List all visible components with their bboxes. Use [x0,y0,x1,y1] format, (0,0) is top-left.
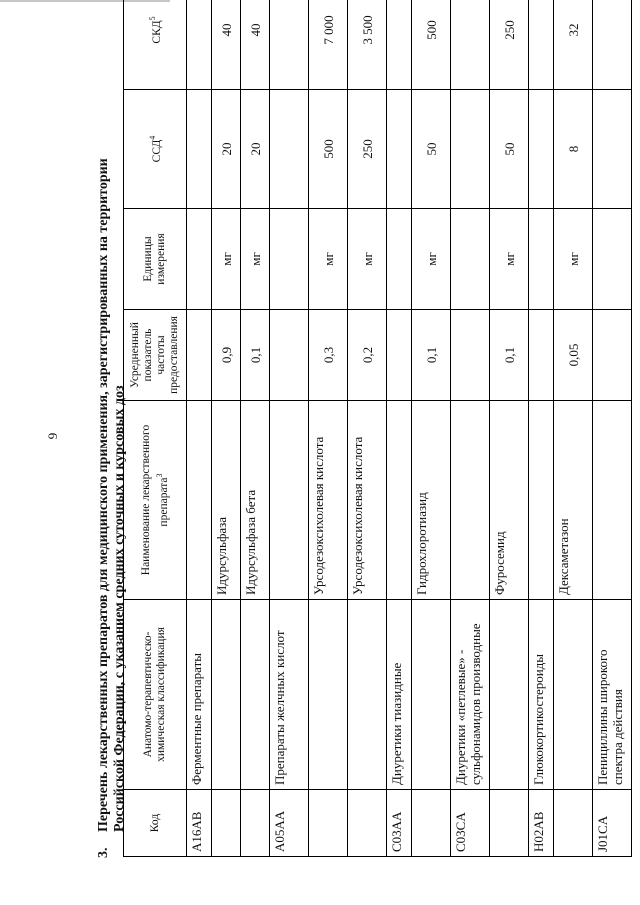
cell-skd: 3 500 [348,0,387,90]
cell-skd [387,0,412,90]
cell-ssd [270,90,309,209]
cell-classification [212,600,241,790]
cell-skd [270,0,309,90]
cell-code: C03AA [387,790,412,857]
table-row [187,0,212,857]
cell-code: H02AB [529,790,554,857]
cell-skd: 32 [554,0,593,90]
cell-code [348,790,387,857]
cell-code [309,790,348,857]
cell-code: C03CA [451,790,490,857]
cell-name: Дексаметазон [554,401,593,600]
cell-skd: 7 000 [309,0,348,90]
cell-code [554,790,593,857]
cell-freq: 0,9 [212,310,241,401]
cell-code [412,790,451,857]
cell-freq [187,310,212,401]
cell-unit: мг [309,209,348,310]
table-header-row [124,0,187,857]
cell-unit: мг [490,209,529,310]
cell-unit: мг [348,209,387,310]
header-skd: СКД$^5$ [124,0,187,90]
cell-classification [241,600,270,790]
cell-name: Урсодезоксихолевая кислота [348,401,387,600]
table-row [412,0,451,857]
cell-classification: Препараты желчных кислот [270,600,309,790]
heading-text-1: Перечень лекарственных препаратов для медицинского применения, зарегистрированных на территории [96,158,111,832]
cell-freq [593,310,632,401]
footnote-5: 5 [148,16,158,21]
cell-skd [451,0,490,90]
cell-classification [490,600,529,790]
cell-name: Урсодезоксихолевая кислота [309,401,348,600]
table-row [529,0,554,857]
cell-skd [593,0,632,90]
cell-name: Идурсульфаза [212,401,241,600]
table-row [348,0,387,857]
cell-classification [554,600,593,790]
heading-number: 3. [96,847,111,858]
cell-ssd [593,90,632,209]
cell-unit [593,209,632,310]
cell-freq: 0,3 [309,310,348,401]
cell-ssd: 20 [212,90,241,209]
table-row [309,0,348,857]
table-row [451,0,490,857]
cell-code [212,790,241,857]
header-unit: Единицы измерения [124,209,187,310]
cell-freq: 0,05 [554,310,593,401]
cell-freq: 0,2 [348,310,387,401]
cell-code [490,790,529,857]
cell-name [593,401,632,600]
cell-classification: Пенициллины широкого спектра действия [593,600,632,790]
footnote-4: 4 [148,135,158,140]
cell-ssd: 250 [348,90,387,209]
table-row [554,0,593,857]
cell-name [451,401,490,600]
cell-ssd: 500 [309,90,348,209]
cell-freq: 0,1 [412,310,451,401]
cell-ssd: 8 [554,90,593,209]
cell-name: Гидрохлоротиазид [412,401,451,600]
cell-unit [270,209,309,310]
cell-freq [270,310,309,401]
cell-freq [529,310,554,401]
header-drug-name: Наименование лекарственного препарата$^3$ [124,401,187,600]
cell-name: Фуросемид [490,401,529,600]
cell-code [241,790,270,857]
cell-ssd: 50 [490,90,529,209]
cell-ssd: 20 [241,90,270,209]
cell-classification: Диуретики тиазидные [387,600,412,790]
cell-unit [529,209,554,310]
cell-freq: 0,1 [241,310,270,401]
cell-freq [451,310,490,401]
cell-unit: мг [241,209,270,310]
cell-skd: 40 [212,0,241,90]
cell-unit: мг [554,209,593,310]
cell-unit [451,209,490,310]
cell-name [387,401,412,600]
header-code: Код [124,790,187,857]
page-number: 9 [45,432,60,440]
cell-classification: Глюкокортикостероиды [529,600,554,790]
cell-classification: Диуретики «петлевые» - сульфонамидов производные [451,600,490,790]
footnote-3: 3 [154,473,164,478]
cell-classification [348,600,387,790]
cell-classification [412,600,451,790]
heading-line-2: Российской Федерации, с указанием средних суточных и курсовых доз [112,385,127,832]
cell-name: Идурсульфаза бета [241,401,270,600]
cell-name [187,401,212,600]
cell-name [529,401,554,600]
cell-freq [387,310,412,401]
drug-table [123,0,632,857]
heading-line-1 [96,38,112,858]
drug-table-wrapper [123,15,640,857]
cell-code: J01CA [593,790,632,857]
cell-skd: 250 [490,0,529,90]
table-row [490,0,529,857]
cell-skd: 500 [412,0,451,90]
header-classification: Анатомо-терапевтическо-химическая классификация [124,600,187,790]
cell-skd [187,0,212,90]
table-row [241,0,270,857]
table-row [212,0,241,857]
header-ssd: ССД$^4$ [124,90,187,209]
cell-skd [529,0,554,90]
cell-unit: мг [212,209,241,310]
cell-classification: Ферментные препараты [187,600,212,790]
cell-unit [187,209,212,310]
cell-skd: 40 [241,0,270,90]
cell-name [270,401,309,600]
cell-freq: 0,1 [490,310,529,401]
cell-unit [387,209,412,310]
cell-code: A16AB [187,790,212,857]
table-row [593,0,632,857]
cell-ssd [451,90,490,209]
cell-unit: мг [412,209,451,310]
table-row [270,0,309,857]
cell-ssd [387,90,412,209]
cell-ssd [529,90,554,209]
cell-code: A05AA [270,790,309,857]
header-frequency: Усредненный показатель частоты предоставления [124,310,187,401]
table-row [387,0,412,857]
cell-ssd [187,90,212,209]
cell-ssd: 50 [412,90,451,209]
cell-classification [309,600,348,790]
